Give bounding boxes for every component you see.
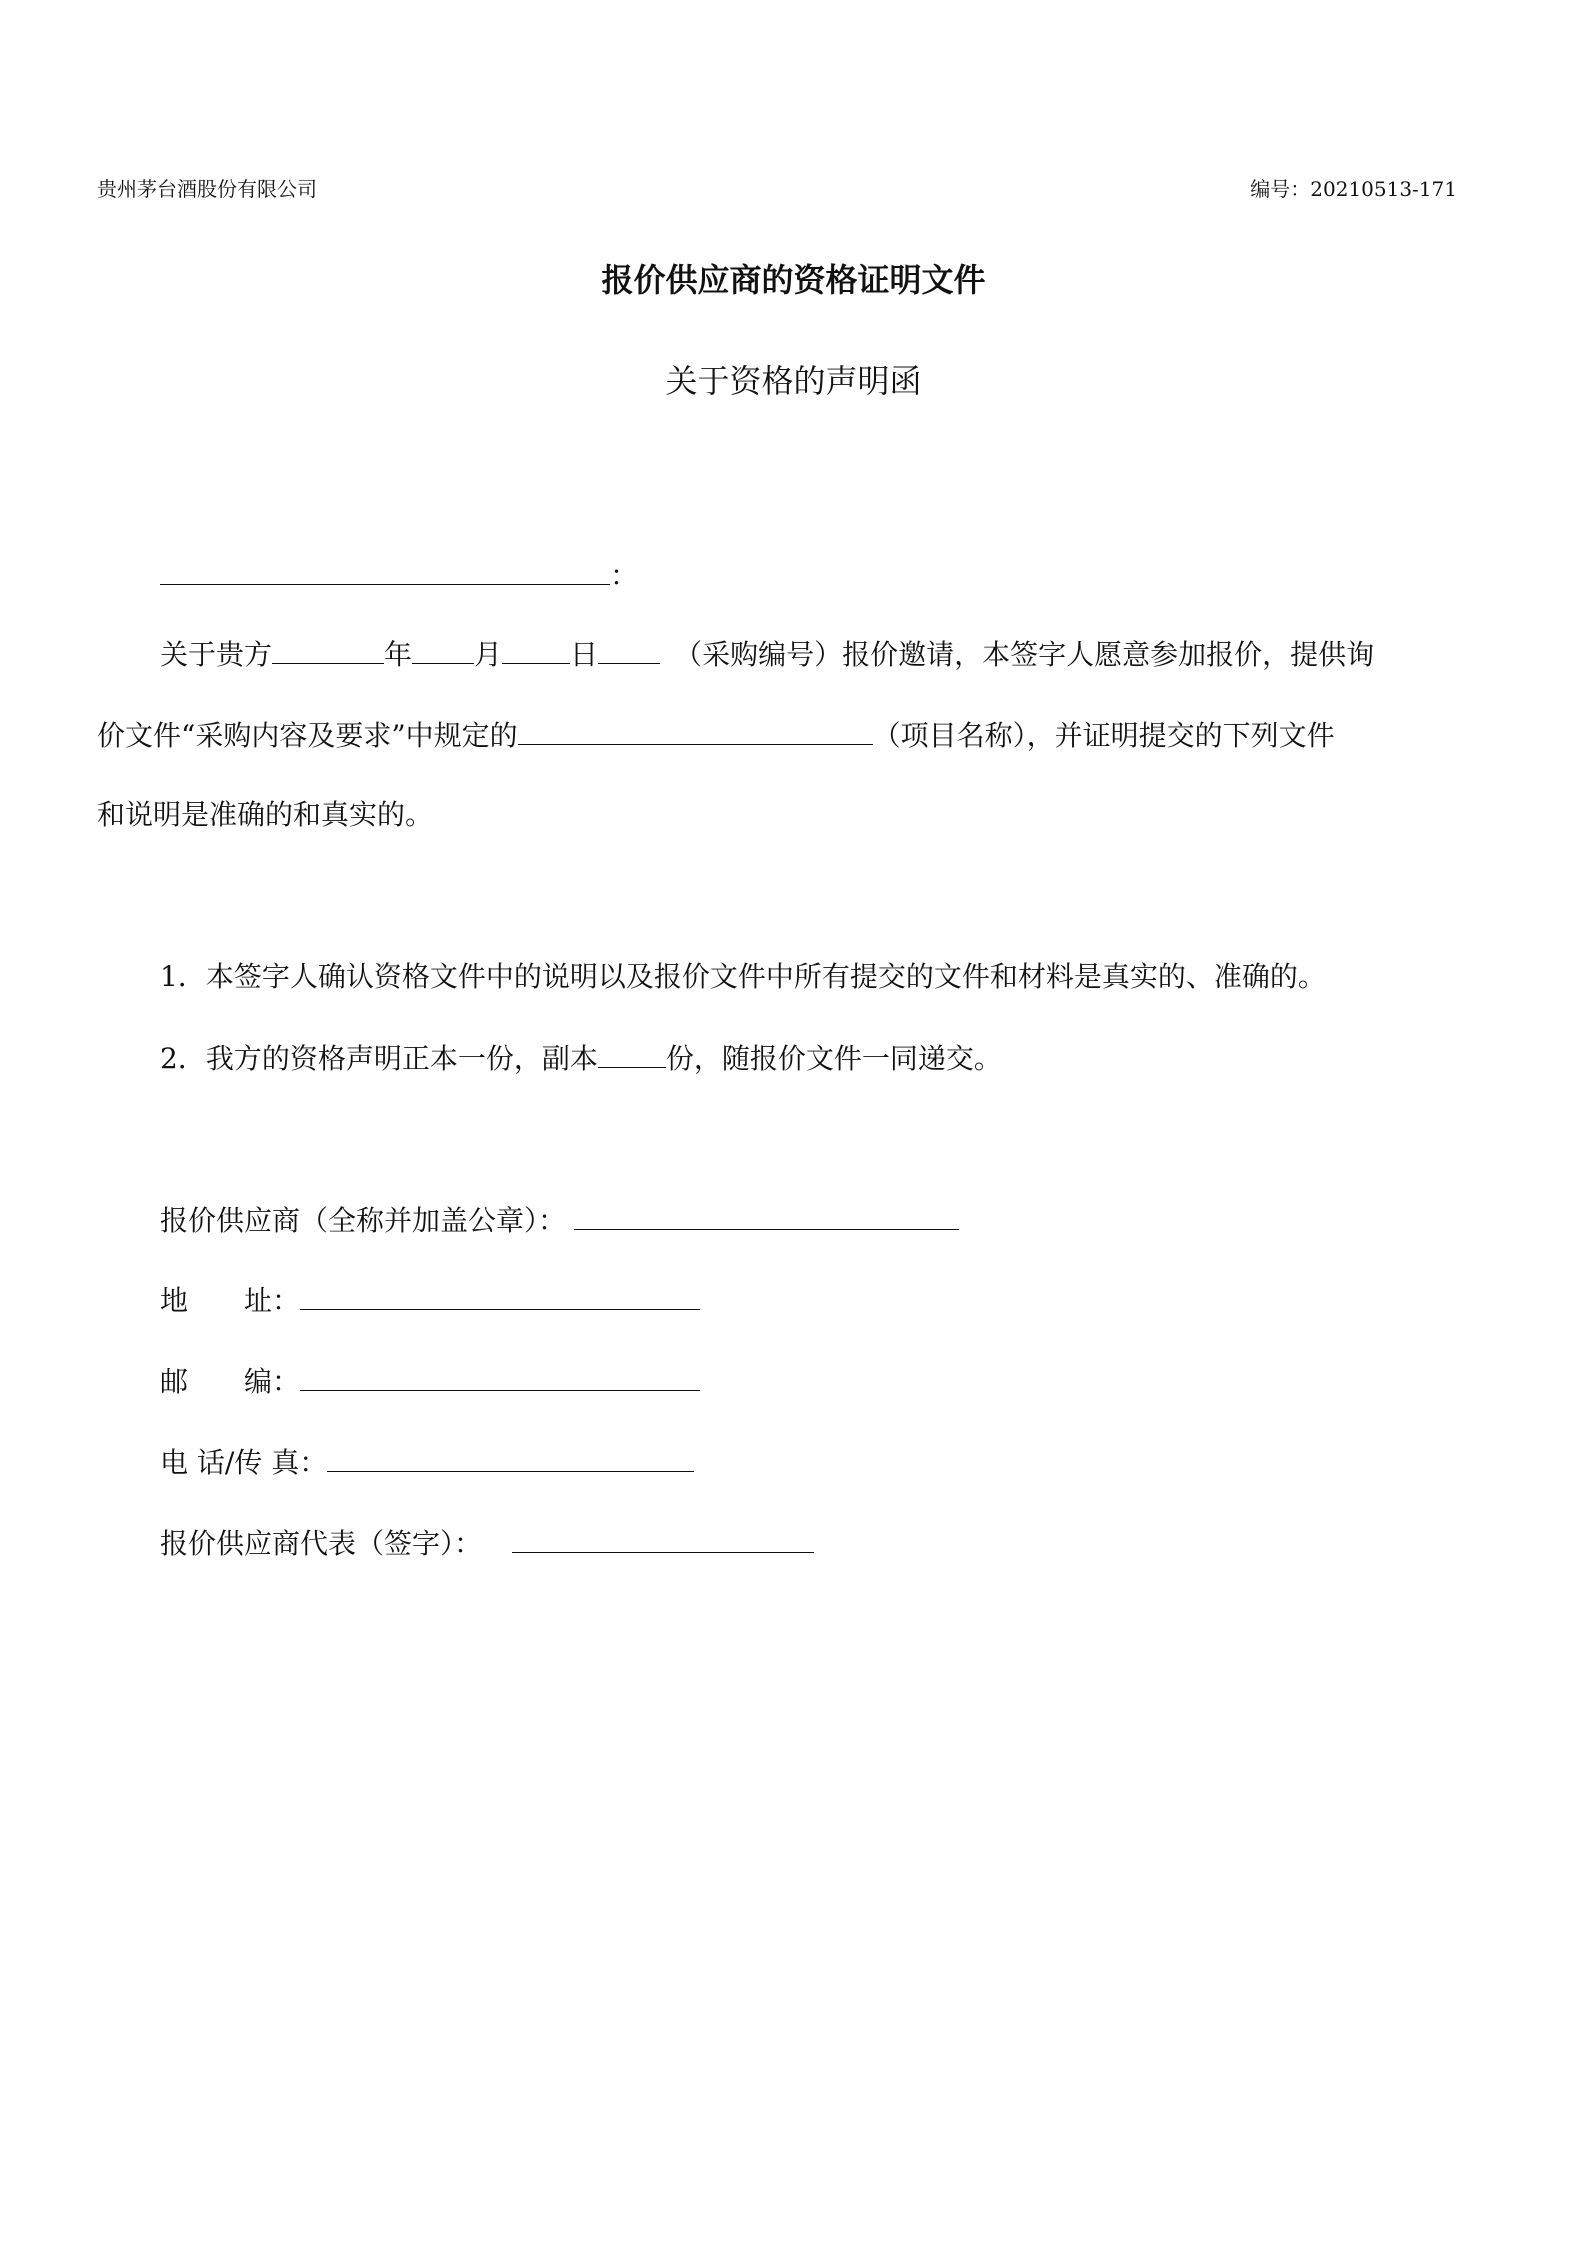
project-name-blank[interactable] xyxy=(518,714,873,745)
p1-text-b: （采购编号）报价邀请，本签字人愿意参加报价，提供询 xyxy=(674,638,1375,671)
page-title: 报价供应商的资格证明文件 xyxy=(601,261,986,299)
supplier-row xyxy=(160,1199,959,1241)
address-row xyxy=(160,1279,700,1321)
supplier-label: 报价供应商（全称并加盖公章）： xyxy=(160,1204,567,1237)
address-label: 地 址： xyxy=(160,1284,301,1317)
p1-month: 月 xyxy=(474,638,503,671)
phone-fax-label: 电 话/传 真： xyxy=(160,1446,328,1479)
postcode-label: 邮 编： xyxy=(160,1365,301,1398)
item-2 xyxy=(160,1037,1002,1079)
p1-year: 年 xyxy=(384,638,413,671)
paragraph-line-2 xyxy=(97,714,1335,756)
p1-text-a: 关于贵方 xyxy=(160,638,273,671)
addressee-line xyxy=(160,554,638,596)
postcode-field[interactable] xyxy=(300,1360,700,1391)
item-2-text-a: 2．我方的资格声明正本一份，副本 xyxy=(160,1042,598,1075)
phone-fax-field[interactable] xyxy=(327,1441,694,1472)
page-subtitle: 关于资格的声明函 xyxy=(665,362,922,400)
document-number: 编号：20210513-171 xyxy=(1250,177,1457,201)
p2-text-a: 价文件“采购内容及要求”中规定的 xyxy=(97,719,518,752)
representative-row xyxy=(160,1522,814,1564)
address-field[interactable] xyxy=(300,1279,700,1310)
representative-signature-field[interactable] xyxy=(512,1522,814,1553)
item-1: 1．本签字人确认资格文件中的说明以及报价文件中所有提交的文件和材料是真实的、准确的。 xyxy=(160,960,1326,993)
paragraph-line-3: 和说明是准确的和真实的。 xyxy=(97,798,434,831)
representative-label: 报价供应商代表（签字）： xyxy=(160,1527,483,1560)
year-blank[interactable] xyxy=(272,633,384,664)
paragraph-line-1 xyxy=(160,633,1374,675)
addressee-blank[interactable] xyxy=(160,554,610,585)
p2-text-b: （项目名称），并证明提交的下列文件 xyxy=(872,719,1335,752)
postcode-row xyxy=(160,1360,700,1402)
company-name: 贵州茅台酒股份有限公司 xyxy=(97,177,317,201)
item-2-text-b: 份，随报价文件一同递交。 xyxy=(665,1042,1002,1075)
copies-blank[interactable] xyxy=(598,1037,666,1068)
day-blank[interactable] xyxy=(502,633,570,664)
p1-day: 日 xyxy=(570,638,599,671)
supplier-field[interactable] xyxy=(574,1199,959,1230)
month-blank[interactable] xyxy=(412,633,474,664)
procurement-number-blank[interactable] xyxy=(598,633,660,664)
addressee-colon: ： xyxy=(610,559,639,592)
phone-fax-row xyxy=(160,1441,694,1483)
